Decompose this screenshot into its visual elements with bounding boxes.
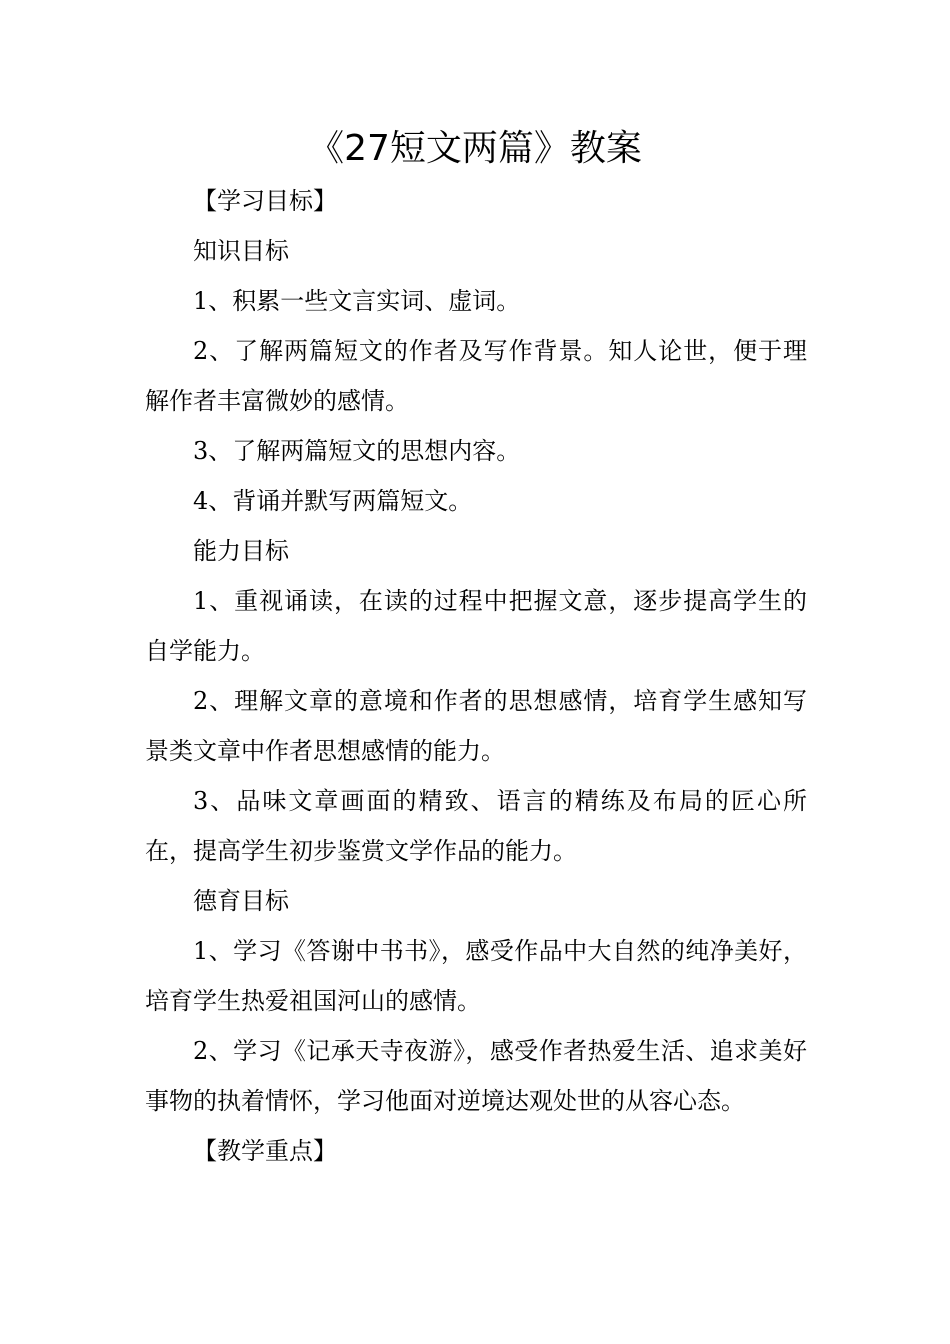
subheading-moral-objectives: 德育目标 [193, 887, 289, 915]
paragraph: 1、积累一些文言实词、虚词。 [193, 287, 521, 315]
paragraph: 2、学习《记承天寺夜游》，感受作者热爱生活、追求美好事物的执着情怀，学习他面对逆境达观处世的从容心态。 [145, 1037, 807, 1115]
document-title: 《27短文两篇》教案 [308, 128, 642, 169]
section-heading-learning-objectives: 【学习目标】 [193, 187, 337, 215]
paragraph: 3、了解两篇短文的思想内容。 [193, 437, 521, 465]
paragraph: 4、背诵并默写两篇短文。 [193, 487, 473, 515]
paragraph: 2、理解文章的意境和作者的思想感情，培育学生感知写景类文章中作者思想感情的能力。 [145, 687, 807, 765]
section-heading-teaching-focus: 【教学重点】 [193, 1137, 337, 1165]
paragraph: 1、学习《答谢中书书》，感受作品中大自然的纯净美好，培育学生热爱祖国河山的感情。 [145, 937, 807, 1015]
subheading-knowledge-objectives: 知识目标 [193, 237, 289, 265]
paragraph: 2、了解两篇短文的作者及写作背景。知人论世，便于理解作者丰富微妙的感情。 [145, 337, 807, 415]
subheading-ability-objectives: 能力目标 [193, 537, 289, 565]
document-body [145, 176, 807, 1176]
paragraph: 1、重视诵读，在读的过程中把握文意，逐步提高学生的自学能力。 [145, 587, 807, 665]
paragraph: 3、品味文章画面的精致、语言的精练及布局的匠心所在，提高学生初步鉴赏文学作品的能力。 [145, 787, 807, 865]
